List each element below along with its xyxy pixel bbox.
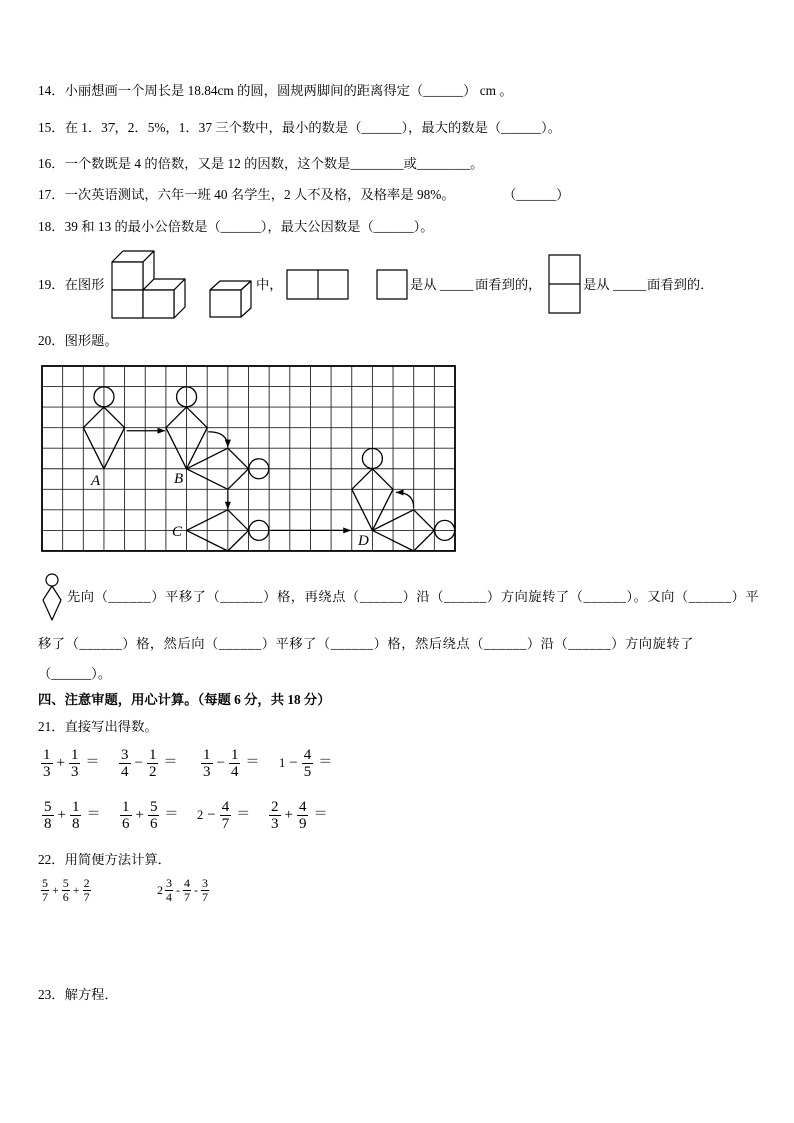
label-c: C bbox=[172, 524, 183, 540]
numerator: 4 bbox=[303, 746, 312, 763]
operator: + bbox=[284, 807, 293, 823]
q21-expression-7 bbox=[197, 799, 253, 832]
cube-front-face bbox=[112, 290, 143, 318]
denominator: 2 bbox=[148, 763, 157, 780]
operator: − bbox=[289, 755, 298, 771]
fraction bbox=[302, 747, 314, 780]
q21-expression-2 bbox=[118, 747, 180, 780]
q21-expression-8 bbox=[268, 799, 330, 832]
denominator: 8 bbox=[71, 815, 80, 832]
question-19-seen-2: 面看到的． bbox=[647, 277, 714, 292]
denominator: 7 bbox=[42, 889, 48, 904]
fraction bbox=[41, 747, 53, 780]
denominator: 6 bbox=[122, 815, 130, 832]
view-outline bbox=[377, 270, 407, 299]
numerator: 2 bbox=[83, 875, 90, 890]
q21-expression-5 bbox=[41, 799, 103, 832]
equals-sign: ＝ bbox=[313, 807, 328, 822]
equals-sign: ＝ bbox=[86, 807, 101, 822]
numerator: 1 bbox=[148, 746, 157, 763]
denominator: 4 bbox=[230, 763, 239, 780]
q21-expression-6 bbox=[119, 799, 181, 832]
fraction bbox=[297, 799, 309, 832]
fraction bbox=[42, 799, 54, 832]
question-19-blank-1: _____ bbox=[440, 277, 474, 292]
denominator: 8 bbox=[44, 815, 52, 832]
fraction bbox=[147, 747, 159, 780]
numerator: 1 bbox=[70, 746, 79, 763]
denominator: 4 bbox=[121, 763, 129, 780]
equals-sign: ＝ bbox=[245, 755, 260, 770]
equals-sign: ＝ bbox=[85, 755, 100, 770]
fraction bbox=[229, 747, 241, 780]
fraction bbox=[83, 877, 91, 904]
numerator: 5 bbox=[42, 875, 48, 890]
operator: + bbox=[135, 807, 144, 823]
fraction bbox=[220, 799, 232, 832]
kite-head-icon bbox=[46, 574, 58, 586]
question-18: 18．39 和 13 的最小公倍数是（______），最大公因数是（______）。 bbox=[38, 219, 434, 234]
numerator: 2 bbox=[271, 798, 279, 815]
equals-sign: ＝ bbox=[164, 807, 179, 822]
question-19-prefix: 19．在图形 bbox=[38, 277, 105, 292]
numerator: 5 bbox=[149, 798, 158, 815]
question-17: 17．一次英语测试，六年一班 40 名学生，2 人不及格，及格率是 98%。 bbox=[38, 187, 455, 202]
operator: + bbox=[57, 807, 66, 823]
rotation-arrow-b bbox=[208, 432, 228, 447]
numerator: 4 bbox=[184, 875, 190, 890]
fraction bbox=[119, 747, 131, 780]
numerator: 3 bbox=[202, 875, 208, 890]
question-15: 15．在 1．37̇，2．5%，1．37 三个数中，最小的数是（______），最大的数是（______）。 bbox=[38, 120, 562, 135]
question-20-line-2: 移了（______）格，然后向（______）平移了（______）格，然后绕点（______）沿（______）方向旋转了 bbox=[38, 636, 694, 651]
question-20-line-3: （______）。 bbox=[38, 666, 112, 681]
view-two-squares-vertical bbox=[548, 254, 582, 315]
question-23-title: 23．解方程． bbox=[38, 987, 118, 1002]
question-20-title: 20．图形题。 bbox=[38, 333, 118, 348]
denominator: 7 bbox=[83, 889, 90, 904]
question-20-line-1: 先向（______）平移了（______）格，再绕点（______）沿（______）方向旋转了（______）。又向（______）平 bbox=[67, 589, 760, 604]
denominator: 7 bbox=[221, 815, 230, 832]
operator: + bbox=[56, 755, 65, 771]
numerator: 4 bbox=[221, 798, 230, 815]
section-4-title: 四、注意审题，用心计算。（每题 6 分，共 18 分） bbox=[38, 692, 331, 707]
question-14: 14．小丽想画一个周长是 18.84cm 的圆，圆规两脚间的距离得定（______） cm 。 bbox=[38, 83, 513, 98]
q21-expression-4 bbox=[279, 747, 335, 780]
cube-front-face bbox=[112, 262, 143, 290]
view-single-square bbox=[376, 269, 409, 301]
q21-expression-3 bbox=[200, 747, 262, 780]
fraction bbox=[62, 877, 70, 904]
question-19-seen-1: 面看到的， bbox=[475, 277, 542, 292]
operator: − bbox=[134, 755, 143, 771]
fraction bbox=[201, 877, 209, 904]
operator: + bbox=[72, 882, 80, 897]
denominator: 3 bbox=[70, 763, 79, 780]
label-b: B bbox=[174, 471, 184, 487]
numerator: 1 bbox=[122, 798, 130, 815]
kite-body-icon bbox=[43, 586, 61, 620]
operator: + bbox=[52, 882, 59, 897]
numerator: 3 bbox=[166, 875, 172, 890]
transformation-grid bbox=[41, 365, 457, 553]
numerator: 1 bbox=[71, 798, 80, 815]
equals-sign: ＝ bbox=[236, 807, 251, 822]
whole-number: 2 bbox=[157, 882, 163, 897]
question-19-from-1: 是从 bbox=[410, 277, 437, 292]
denominator: 9 bbox=[298, 815, 307, 832]
denominator: 5 bbox=[303, 763, 312, 780]
kite-figure-icon bbox=[40, 572, 64, 622]
view-two-squares-horizontal bbox=[286, 269, 350, 301]
fraction bbox=[165, 877, 173, 904]
denominator: 6 bbox=[149, 815, 158, 832]
numerator: 3 bbox=[121, 746, 129, 763]
denominator: 7 bbox=[184, 889, 190, 904]
single-cube-figure bbox=[208, 279, 254, 320]
numerator: 4 bbox=[298, 798, 307, 815]
rotation-arrow-d bbox=[396, 492, 414, 507]
numerator: 5 bbox=[44, 798, 52, 815]
grid-lines bbox=[42, 366, 455, 551]
numerator: 1 bbox=[43, 746, 51, 763]
fraction bbox=[70, 799, 82, 832]
denominator: 4 bbox=[166, 889, 172, 904]
question-19-mid: 中， bbox=[256, 277, 283, 292]
denominator: 3 bbox=[43, 763, 51, 780]
operator: - bbox=[194, 882, 198, 897]
fraction bbox=[148, 799, 160, 832]
operator: - bbox=[176, 882, 180, 897]
denominator: 6 bbox=[62, 889, 69, 904]
numerator: 5 bbox=[62, 875, 69, 890]
cube-front-face bbox=[143, 290, 174, 318]
question-19-blank-2: _____ bbox=[613, 277, 647, 292]
question-17-answer-blank: （______） bbox=[503, 187, 570, 202]
denominator: 3 bbox=[203, 763, 211, 780]
question-21-title: 21．直接写出得数。 bbox=[38, 719, 158, 734]
operator: − bbox=[207, 807, 216, 823]
denominator: 7 bbox=[202, 889, 208, 904]
label-a: A bbox=[91, 473, 101, 489]
equals-sign: ＝ bbox=[318, 755, 333, 770]
question-16: 16．一个数既是 4 的倍数，又是 12 的因数，这个数是________或________。 bbox=[38, 156, 484, 171]
fraction bbox=[69, 747, 81, 780]
q21-expression-1 bbox=[40, 747, 102, 780]
fraction bbox=[183, 877, 191, 904]
operator: − bbox=[216, 755, 225, 771]
fraction bbox=[41, 877, 49, 904]
fraction bbox=[269, 799, 281, 832]
cube-front-face bbox=[210, 290, 241, 317]
question-19-from-2: 是从 bbox=[583, 277, 610, 292]
label-d: D bbox=[358, 533, 369, 549]
fraction bbox=[120, 799, 132, 832]
cube-stack-figure bbox=[110, 248, 190, 321]
q22-expression-2 bbox=[157, 877, 210, 904]
denominator: 3 bbox=[271, 815, 279, 832]
q22-expression-1 bbox=[40, 877, 92, 904]
whole-number: 2 bbox=[197, 808, 204, 822]
fraction bbox=[201, 747, 213, 780]
numerator: 1 bbox=[203, 746, 211, 763]
equals-sign: ＝ bbox=[163, 755, 178, 770]
numerator: 1 bbox=[230, 746, 239, 763]
whole-number: 1 bbox=[279, 756, 286, 770]
question-22-title: 22．用简便方法计算． bbox=[38, 852, 171, 867]
